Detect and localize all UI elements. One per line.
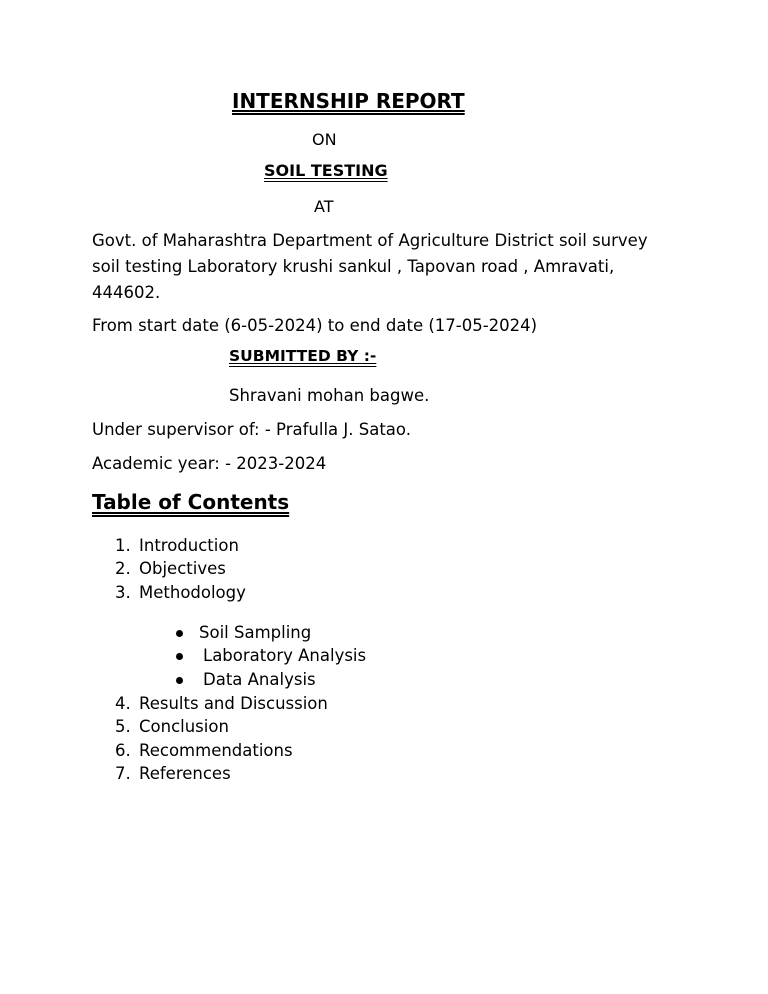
supervisor-line: Under supervisor of: - Prafulla J. Satao. (92, 420, 411, 439)
toc-item-number: 6. (115, 740, 131, 760)
bullet-icon (176, 653, 183, 660)
address-line: Govt. of Maharashtra Department of Agriculture District soil survey (92, 231, 648, 250)
toc-item-label: Objectives (139, 559, 226, 579)
report-title: INTERNSHIP REPORT (232, 89, 465, 113)
toc-subitem-label: Laboratory Analysis (203, 646, 367, 666)
toc-subitem-label: Soil Sampling (199, 623, 312, 642)
academic-year: Academic year: - 2023-2024 (92, 454, 327, 473)
report-subject: SOIL TESTING (264, 161, 388, 180)
toc-heading: Table of Contents (92, 490, 290, 514)
toc-item-number: 3. (115, 582, 131, 602)
address-line: 444602. (92, 283, 161, 302)
on-label: ON (312, 130, 337, 149)
toc-item-number: 5. (115, 717, 131, 737)
student-name: Shravani mohan bagwe. (229, 386, 430, 405)
submitted-by-label: SUBMITTED BY :- (229, 347, 377, 365)
toc-item-label: Recommendations (139, 740, 293, 760)
at-label: AT (314, 197, 334, 216)
institution-address (92, 228, 692, 306)
toc-item-number: 1. (115, 536, 131, 555)
toc-item-label: Conclusion (139, 717, 229, 737)
bullet-icon (176, 630, 183, 637)
toc-item-number: 2. (115, 559, 131, 579)
address-line: soil testing Laboratory krushi sankul , Tapovan road , Amravati, (92, 257, 615, 276)
toc-item-label: Methodology (139, 582, 246, 602)
internship-dates: From start date (6-05-2024) to end date (17-05-2024) (92, 316, 538, 335)
toc-item-label: Results and Discussion (139, 694, 328, 713)
bullet-icon (176, 677, 183, 684)
toc-item-label: Introduction (139, 536, 239, 555)
toc-item-number: 7. (115, 763, 131, 783)
toc-item-label: References (139, 763, 231, 783)
toc-subitem-label: Data Analysis (203, 669, 316, 689)
toc-item-number: 4. (115, 694, 131, 713)
